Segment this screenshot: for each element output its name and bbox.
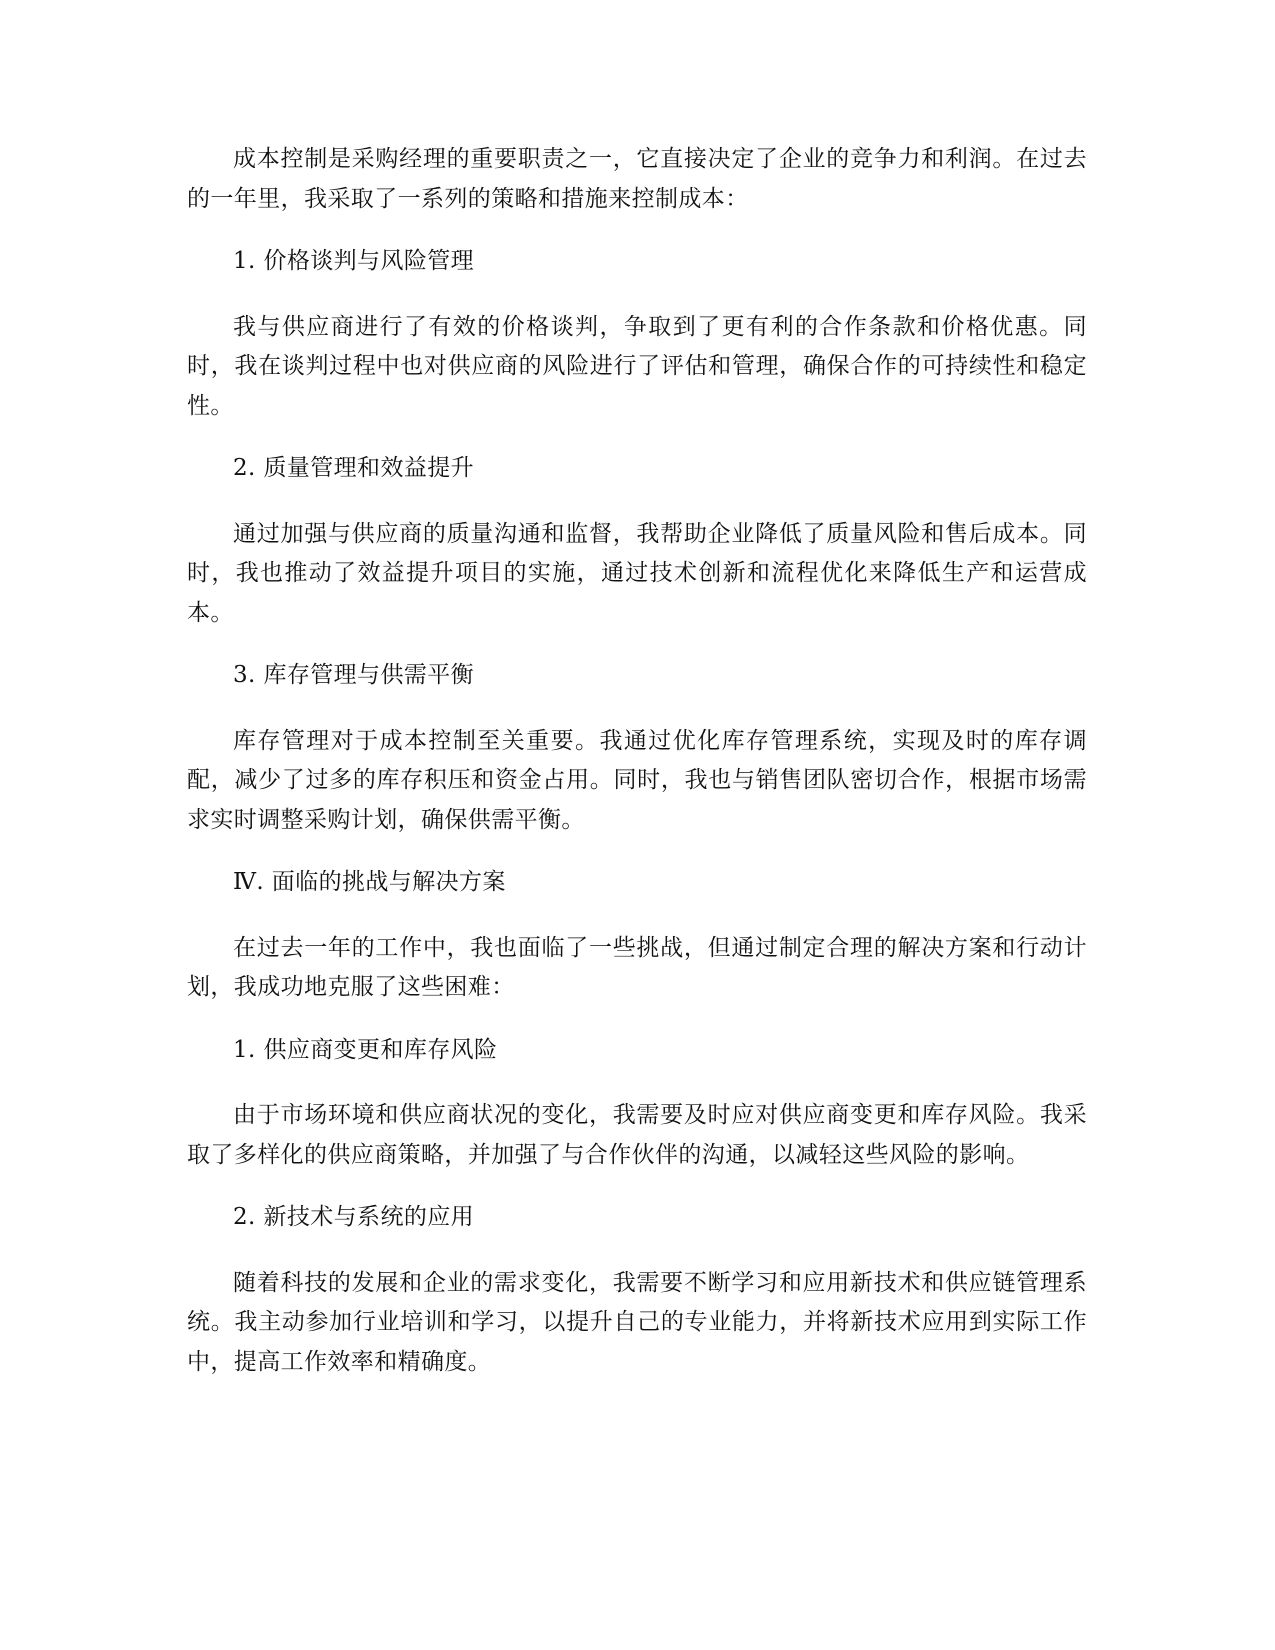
heading-price-negotiation: 1. 价格谈判与风险管理 bbox=[233, 248, 475, 274]
paragraph-challenges-intro: 在过去一年的工作中，我也面临了一些挑战，但通过制定合理的解决方案和行动计划，我成功地克服了这些困难： bbox=[187, 934, 1087, 1000]
heading-quality-management: 2. 质量管理和效益提升 bbox=[233, 455, 475, 481]
paragraph-cost-control-intro: 成本控制是采购经理的重要职责之一，它直接决定了企业的竞争力和利润。在过去的一年里，我采取了一系列的策略和措施来控制成本： bbox=[187, 146, 1087, 212]
paragraph-inventory-management: 库存管理对于成本控制至关重要。我通过优化库存管理系统，实现及时的库存调配，减少了过多的库存积压和资金占用。同时，我也与销售团队密切合作，根据市场需求实时调整采购计划，确保供需平衡。 bbox=[187, 727, 1087, 833]
heading-inventory-management: 3. 库存管理与供需平衡 bbox=[233, 662, 475, 688]
paragraph-supplier-change: 由于市场环境和供应商状况的变化，我需要及时应对供应商变更和库存风险。我采取了多样化的供应商策略，并加强了与合作伙伴的沟通，以减轻这些风险的影响。 bbox=[187, 1102, 1087, 1168]
heading-supplier-change: 1. 供应商变更和库存风险 bbox=[233, 1036, 498, 1063]
paragraph-price-negotiation: 我与供应商进行了有效的价格谈判，争取到了更有利的合作条款和价格优惠。同时，我在谈判过程中也对供应商的风险进行了评估和管理，确保合作的可持续性和稳定性。 bbox=[187, 313, 1087, 419]
paragraph-quality-management: 通过加强与供应商的质量沟通和监督，我帮助企业降低了质量风险和售后成本。同时，我也推动了效益提升项目的实施，通过技术创新和流程优化来降低生产和运营成本。 bbox=[187, 520, 1087, 626]
paragraph-new-technology: 随着科技的发展和企业的需求变化，我需要不断学习和应用新技术和供应链管理系统。我主动参加行业培训和学习，以提升自己的专业能力，并将新技术应用到实际工作中，提高工作效率和精确度。 bbox=[187, 1269, 1087, 1375]
heading-challenges-solutions: Ⅳ. 面临的挑战与解决方案 bbox=[233, 869, 506, 895]
heading-new-technology: 2. 新技术与系统的应用 bbox=[233, 1204, 475, 1230]
document-body bbox=[187, 140, 1087, 1405]
